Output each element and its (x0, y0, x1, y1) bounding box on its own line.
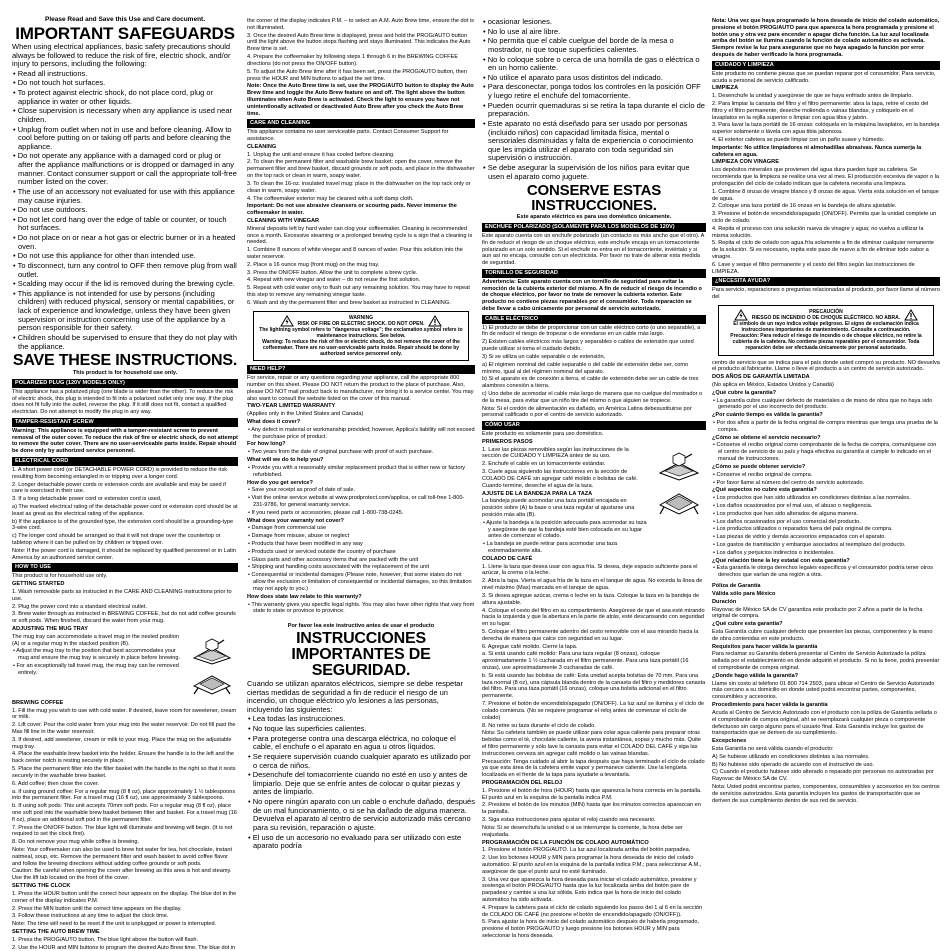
precaucion-text-2: Precaución: Para reducir el riesgo de incendio o de choque eléctrico, no retire la cubierta de la cafetera. No contiene piezas reparables por el consumidor. Toda reparación debe ser efectuada únicamente por personal autorizado. (730, 333, 922, 352)
q4-list (712, 472, 940, 487)
list-item: • This appliance is not intended for use by persons (including children) with reduced physical, sensory or mental capabilities, or lack of experience and knowledge, unless they have been given supervision or instruction concerning use of the appliance by a person responsible for their safety. (13, 288, 235, 333)
ajuste-text: La bandeja puede acomodar una taza portátil encajada en posición sobre (A) la base o una taza regular al ajustarse una posición más alta (B). (482, 498, 635, 518)
mug-tray-figures (186, 634, 238, 700)
list-item: 3. Brew water through as instructed in BREWING COFFEE, but do not add coffee grounds or soft pods. When finished, discard the water from your mug. (12, 611, 236, 625)
list-item: • Save your receipt as proof of date of sale. (248, 487, 356, 494)
adjusting-list (12, 648, 182, 676)
list-item: B) No hubiese sido operado de acuerdo con el instructivo de uso. (712, 761, 875, 768)
list-item: • Desenchufe del tomacorriente cuando no esté en uso y antes de limpiarlo. Deje que se enfríe antes de colocar o quitar piezas y antes de limpiarlo. (248, 770, 468, 797)
cleaning-important: Important: Do not use abrasive cleansers or scouring pads. Never immerse the coffeemaker in water. (247, 203, 457, 217)
list-item: 2. Presione el botón de los minutos (MIN) hasta que los minutos correctos aparezcan en la pantalla. (482, 802, 701, 816)
auto-brew-note: Note: Once the Auto Brew time is set, use the PROG/AUTO button to display the Auto Brew time and toggle the Auto Brew feature on and off. The light above the button illuminates when Auto Brew is activated. Check the light to ensure you have not unintentionally activated or deactivated Auto Brew after you check the Auto Brew time. (247, 83, 474, 117)
list-item: b) If the appliance is of the grounded type, the extension cord should be a grounding-type 3-wire cord. (12, 518, 234, 532)
list-item: • No opere ningún aparato con un cable o enchufe dañado, después de un mal funcionamiento, o si se ha dañado de alguna manera. Devuelva el aparato al centro de servicio autorizado más cercano para su revisión, reparación o ajuste. (248, 797, 475, 832)
tamper-bar: TAMPER-RESISTANT SCREW (12, 418, 238, 427)
polarizado-text: Este aparato cuenta con un enchufe polarizado (un contacto es más ancho que el otro). A fin de reducir el riesgo de un choque eléctrico, este enchufe encaja en un tomacorriente polarizado en un solo sentido. Si el enchufe no entra en el tomacorriente, inviértalo y si aun así no encaja, consulte con un electricista. Por favor no trate de alterar esta medida de seguridad. (482, 232, 705, 267)
list-item: • Los productos que han sido alterados de alguna manera. (713, 510, 859, 517)
vinegar-title: CLEANING WITH VINEGAR (247, 217, 320, 224)
reloj-title: PROGRAMACIÓN DEL RELOJ (482, 780, 563, 786)
final-nota: Nota: Usted podrá encontrar partes, componentes, consumibles y accesorios en los centros de servicios autorizados. Esta garantía incluyen los gastos de transportación que se deriven de sus cumplimiento dentro de sus red de servicio. (712, 784, 940, 804)
spanish-list (247, 715, 475, 850)
vinegar-intro: Mineral deposits left by hard water can clog your coffeemaker. Cleaning is recommended once a month. Excessive steaming or a prolonged brewing cycle is a sign that a cleaning is needed. (247, 225, 473, 246)
list-item: 3. Press the ON/OFF button. Allow the unit to complete a brew cycle. (247, 269, 418, 276)
tornillo-bar: TORNILLO DE SEGURIDAD (482, 269, 706, 278)
list-item: the corner of the display indicates P.M. – to select an A.M. Auto Brew time, ensure the dot is not illuminated. (247, 18, 474, 31)
list-item: • Lea todas las instrucciones. (248, 714, 346, 724)
list-item: 2. Longer detachable power cords or extension cords are available and may be used if care is exercised in their use. (12, 481, 226, 495)
list-item: a) The marked electrical rating of the detachable power cord or extension cord should be at least as great as the electrical rating of the appliance. (12, 503, 238, 517)
how-service: How do you get service? (247, 479, 313, 486)
list-item: 4. Prepare the coffeemaker by following steps 1 through 6 in the BREWING COFFEE directions (do not press the ON/OFF button). (247, 54, 459, 67)
list-item: • El uso de un accesorio no evaluado para ser utilizado con este aparato podría (248, 832, 462, 851)
list-item: • Se requiere supervisión cuando cualquier aparato es utilizado por o cerca de niños. (248, 751, 471, 770)
list-item: • Products used or serviced outside the country of purchase (248, 548, 396, 555)
how-long-list (247, 449, 475, 456)
how-long: For how long? (247, 441, 286, 448)
list-item: 3) Si se utiliza un cable separable o de extensión, (482, 353, 606, 360)
warranty-applies: (Applies only in the United States and Canada) (247, 411, 364, 418)
ajuste-title: AJUSTE DE LA BANDEJA PARA LA TAZA (482, 490, 593, 497)
vinagre-title: LIMPIEZA CON VINAGRE (712, 159, 779, 166)
list-item: 4. Repeat with new vinegar and water – do not reuse the first solution. (247, 277, 421, 284)
como-usar-bar: CÓMO USAR (482, 421, 706, 430)
excepciones: Excepciones (712, 738, 747, 745)
polarizado-bar: ENCHUFE POLARIZADO (SOLAMENTE PARA LOS MODELOS DE 120V) (482, 223, 706, 232)
excepciones-list (712, 754, 940, 783)
list-item: 4. Prepare la cafetera para el ciclo de colado siguiendo los pasos del 1 al 6 en la sección de COLADO DE CAFÉ (no presione el botón de encendido/apagado (ON/OFF)). (482, 904, 703, 918)
list-item: • Scalding may occur if the lid is removed during the brewing cycle. (13, 279, 235, 289)
list-item: 1) El producto se debe de proporcionar con un cable eléctrico corto (o uno separable), a fin de reducir el riesgo de tropezar o de enredarse en un cable más largo. (482, 324, 701, 338)
need-help-bar: NEED HELP? (247, 365, 475, 374)
list-item: • Do not operate any appliance with a damaged cord or plug or after the appliance malfunctions or is dropped or damaged in any manner. Contact consumer support or call the appropriate toll-free number listed on the cover. (13, 151, 237, 187)
list-item: • Any defect in material or workmanship provided; however, Applica's liability will not exceed the purchase price of product. (248, 426, 475, 440)
vinagre-intro: Los depósitos minerales que provienen del agua dura pueden tupir su cafetera. Se recomienda que la limpieza se realice una vez al mes. El producción excesiva de vapor o la prolongación del ciclo de colado indican que la cafetera necesita una limpieza. (712, 167, 939, 187)
list-item: 8. Do not remove your mug while coffee is brewing. (12, 839, 140, 846)
tamper-text: Warning: This appliance is equipped with a tamper-resistant screw to prevent removal of the outer cover. To reduce the risk of fire or electric shock, do not attempt to remove the outer cover. There are no user-serviceable parts inside. Repair should be done only by authorized service personnel. (12, 427, 238, 455)
list-item: 3. Presione el botón de encendido/apagado (ON/OFF). Permita que la unidad complete un ciclo de colado. (712, 211, 937, 224)
list-item: 7. Presione el botón de encendido/apagado (ON/OFF). La luz azul se ilumina y el ciclo de colado comienza. (No se requiere programar el reloj antes de comenzar el ciclo de colado) (482, 701, 705, 721)
cable-list (482, 325, 706, 405)
clock-note: Note: The time will need to be reset if the unit is unplugged or power is interrupted. (12, 921, 217, 928)
list-item: 1. Desenchufe la unidad y asegúrese de que se haya enfriado antes de limpiarlo. (712, 93, 913, 100)
list-item: • Consequential or incidental damages (Please note, however, that some states do not allow the exclusion or limitation of consequential or incidental damages, so this limitation may not apply to you.) (248, 572, 472, 592)
list-item: • Do not use outdoors. (13, 205, 88, 215)
precaucion-text: Precaución: Tenga cuidado al abrir la tapa después que haya terminado el ciclo de colado ya que esta área de la cafetera emite vapor y permanece caliente. Use la lengüeta localizada en el frente de la tapa para ayudarle a levantarla. (482, 758, 705, 779)
list-item: c) The longer cord should be arranged so that it will not drape over the countertop or tabletop where it can be pulled on by children or tripped over. (12, 533, 221, 547)
list-item: • No utilice el aparato para usos distintos del indicado. (483, 72, 663, 82)
list-item: • Por favor llame al número del centro de servicio autorizado. (713, 479, 865, 486)
list-item: 1. A short power cord (or DETACHABLE POWER CORD) is provided to reduce the risk resulting from becoming entangled in or tripping over a longer cord. (12, 466, 228, 480)
household-note: This product is for household use only. (72, 370, 178, 377)
list-item: • Por dos años a partir de la fecha original de compra mientras que tenga una prueba de la compra. (713, 420, 938, 433)
list-item: • Read all instructions. (13, 68, 88, 78)
cable-bar: CABLE ELÉCTRICO (482, 315, 706, 324)
q6: ¿Qué relación tiene la ley estatal con esta garantía? (712, 557, 850, 564)
list-item: 6. Agregue café molido. Cierre la tapa. (482, 643, 578, 650)
cleaning-title: CLEANING (247, 143, 277, 150)
donde-text: Llame sin costo al teléfono 01 800 714 2503, para ubicar el Centro de Servicio Autorizado más cercano a su domicilio en donde usted podrá encontrar partes, componentes, consumibles y accesorios. (712, 680, 935, 701)
list-item: • Two years from the date of original purchase with proof of such purchase. (248, 449, 434, 456)
colado-nota: Nota: Su cafetera también se puede utilizar para colar agua caliente para preparar otras bebidas como el té, chocolate caliente, la avena instantánea, sopas y mucho más. Quite el filtro permanente y sólo lave la canasta para evitar el COLADO DEL CAFÉ y siga las instrucciones cerveza sin agregar café molido o las vainas blandas. (482, 730, 701, 757)
list-item: • Pueden ocurrir quemaduras si se retira la tapa durante el ciclo de preparación. (483, 100, 705, 119)
list-item: 1. Presione el botón PROG/AUTO. La luz azul localizada arriba del botón parpadea. (482, 847, 691, 854)
list-item: 2. Coloque una taza portátil de 16 onzas en la bandeja de altura ajustable. (712, 203, 897, 210)
bandeja-illustration-b (654, 485, 704, 519)
ajuste-list (482, 520, 648, 555)
requisitos-text: Para reclamar su Garantía deberá presentar al Centro de Servicio Autorizado la póliza sellada por el establecimiento en donde adquirió el producto. Si no la tiene, podrá presentar el comprobante de compra original. (712, 651, 940, 672)
list-item: • No toque las superficies calientes. (248, 724, 367, 734)
reloj-nota: Nota: Si se desenchufa la unidad o si se interrumpe la corriente, la hora debe ser reajustada. (482, 824, 683, 838)
list-item: c) Uno debe de acomodar el cable más largo de manera que no cuelgue del mostrador o de la mesa, para evitar que un niño tire del mismo o que alguien se tropiece. (482, 390, 703, 404)
q5-list (712, 495, 940, 557)
colado-list (482, 564, 706, 730)
what-covered: What does it cover? (247, 419, 301, 426)
list-item: • Close supervision is necessary when any appliance is used near children. (13, 106, 232, 124)
list-item: 2. Para limpiar la canasta del filtro y el filtro permanente: abra la tapa, retire el cesto del filtro y el filtro permanente, deseche molienda o vainas blandas, y colóquelo en el lavaplatos en la rejilla superior o límpiar con agua tibia y jabón. (712, 100, 929, 121)
list-item: a. If using ground coffee: For a regular mug (8 fl oz), place approximately 1 ½ tablespoons into the permanent filter. For a travel mug (16 fl oz), use approximately 3 tablespoons. (12, 788, 236, 802)
list-item: 3. Para lavar la taza portátil de 16 onzas: colóquela en la máquina lavaplatos, en la bandeja superior solamente o lávela con agua tibia jabonosa. (712, 122, 940, 136)
spanish-intro: Cuando se utilizan aparatos eléctricos, siempre se debe respetar ciertas medidas de seguridad a fin de reducir el riesgo de un incendio, un choque eléctrico y/o lesiones a las personas, incluyendo las siguientes: (247, 678, 463, 714)
list-item: b) Si el aparato es de conexión a tierra, el cable de extensión debe ser un cable de tres alambres conexión a tierra. (482, 376, 699, 390)
list-item: • No lo use al aire libre. (483, 26, 561, 36)
cubre: ¿Qué cubre esta garantía? (712, 621, 783, 628)
list-item: • This warranty gives you specific legal rights. You may also have other rights that vary from state to state or province to province. (248, 601, 475, 615)
primeros-block (482, 447, 706, 556)
list-item: 3. Cuele agua siguiendo las instrucciones en la sección de COLADO DE CAFÉ sin agregar café molido o bolsitas de café. Cuando termine, deseche el agua de la taza. (482, 469, 638, 489)
reloj-list (482, 788, 706, 824)
getting-started-title: GETTING STARTED (12, 581, 65, 588)
list-item: • Para desconectar, ponga todos los controles en la posición OFF y luego retire el enchufe del tomacorriente. (483, 82, 701, 100)
list-item: 3. Si desea agregue azúcar, crema o leche en la taza. Coloque la taza en la bandeja de altura ajustable. (482, 592, 700, 606)
list-item: • La bandeja se puede retirar para acomodar una taza extremadamente alta. (483, 541, 618, 554)
warning-title: WARNING (348, 314, 374, 321)
list-item: • Se debe asegurar la supervisión de los niños para evitar que usen el aparato como juguete. (483, 163, 690, 181)
list-item: 1. Llene la taza que desea usar con agua fría. Si desea, deje espacio suficiente para el azúcar, la crema o la leche. (482, 563, 698, 577)
column-4 (712, 18, 940, 853)
cleaning-list (247, 152, 475, 203)
ayuda-text: Para servicio, reparaciones o preguntas relacionadas al producto, por favor llame al número del (712, 287, 940, 301)
list-item: 4. El exterior cafetera se puede limpiar con un paño suave y húmedo. (712, 137, 885, 143)
state-law-list (247, 602, 475, 616)
list-item: • Ajuste la bandeja a la posición adecuada para acomodar su taza y asegúrese de que la bandeja esté bien colocada en su lugar antes de comenzar el colado. (483, 519, 647, 540)
list-item: • Los productos utilizados o reparados fuera del país original de compra. (713, 526, 893, 533)
list-item: A) Se hubiese utilizado en condiciones distintas a las normales. (712, 753, 870, 760)
donde: ¿Donde hago válida la garantía? (712, 672, 799, 679)
list-item: • Children should be supervised to ensure that they do not play with the appliance. (13, 332, 238, 351)
list-item: • Para protegerse contra una descarga eléctrica, no coloque el cable, el enchufe o el aparato en agua u otros líquidos. (248, 733, 456, 752)
list-item: • If you need parts or accessories, please call 1-800-738-0245. (248, 509, 404, 516)
clock-list (12, 891, 238, 920)
list-item: • Visit the online service website at www.prodprotect.com/applica, or call toll-free 1-800-231-9786, for general warranty service. (248, 495, 465, 508)
list-item: b. If using soft pods: This unit accepts 70mm soft pods. For a regular mug (8 fl oz), place one soft pod into the washable brew basket between filter and basket. For a travel mug (16 fl oz), place an additional soft pod in the permanent filter. (12, 803, 237, 823)
list-item: • To protect against electric shock, do not place cord, plug or appliance in water or other liquids. (13, 88, 214, 106)
list-item: 5. Para ajustar la hora de inicio del colado automático después de haberla programado, presione el botón PROG/AUTO y luego presione los botones HOUR y MIN para seleccionar la hora deseada. (482, 919, 700, 940)
poliza-title: Póliza de Garantía (712, 583, 761, 590)
list-item: • Esta garantía le otorga derechos legales específicos y el consumidor podría tener otros derechos que varían de una región a otra. (713, 565, 933, 579)
precaucion-text-1: El símbolo de un rayo indica voltaje peligroso. El signo de exclamación indica instrucciones importantes de mantenimiento. Consulte a continuación. (733, 321, 919, 334)
auto-brew-title: SETTING THE AUTO BREW TIME (12, 928, 100, 935)
list-item: 4. Repita el proceso con una solución nueva de vinagre y agua; no vuelva a utilizar la misma solución. (712, 225, 924, 239)
list-item: 1. Lave las piezas removibles según las instrucciones de la sección de CUIDADO Y LIMPIEZA antes de su uso. (482, 446, 629, 460)
q1: ¿Qué cubre la garantía? (712, 389, 777, 396)
list-item: • Do not place on or near a hot gas or electric burner or in a heated oven. (13, 233, 236, 251)
list-item: 1. Fill the mug you wish to use with cold water. If desired, leave room for sweetener, cream or milk. (12, 707, 237, 721)
conserve-sub: Este aparato eléctrico es para uso doméstico únicamente. (516, 214, 672, 221)
list-item: 2. Lift cover. Pour the cold water from your mug into the water reservoir. Do not fill past the Max fill line in the water reservoir. (12, 722, 236, 736)
list-item: 2. Place a 16 ounce mug (front mug) on the mug tray. (247, 261, 380, 268)
list-item: 6. Add coffee; then close the cover. (12, 780, 99, 787)
limpieza-imp: Importante: No utilice limpiadores ni almohadillas abrasivas. Nunca sumerja la cafetera en agua. (712, 144, 922, 158)
primeros-list (482, 447, 648, 490)
q6-list (712, 565, 940, 579)
list-item: • Los productos que han sido utilizados en condiciones distintas a las normales. (713, 495, 911, 502)
warning-box (253, 311, 469, 362)
como-intro: Este producto es solamente para uso doméstico. (482, 431, 604, 437)
warning-subtitle: RISK OF FIRE OR ELECTRIC SHOCK. DO NOT OPEN. (297, 320, 425, 327)
brewing-list (12, 708, 238, 846)
list-item: 2. Use the HOUR and MIN buttons to program the desired Auto Brew time. The blue dot in (12, 944, 236, 951)
list-item: • Damage from misuse, abuse or neglect (248, 533, 350, 540)
getting-started-list (12, 589, 238, 625)
brewing-note: Note: Your coffeemaker can also be used to brew hot water for tea, hot chocolate, instant oatmeal, soup, etc. Remove the permanent filter and wash basket to avoid coffee flavor and follow the brewing directions without adding coffee grounds or soft pods. (12, 847, 233, 867)
duracion: Duración (712, 598, 737, 605)
list-item: 2. To clean the permanent filter and washable brew basket: open the cover, remove the permanent filter and brew basket, discard grounds or soft pods, and place in the dishwasher on the top rack or clean in warm, soapy water. (247, 159, 475, 180)
requisitos: Requisitos para hacer válida la garantía (712, 643, 818, 650)
excepciones-intro: Esta Garantía no será válida cuando el producto: (712, 745, 834, 752)
spanish-title: INSTRUCCIONES IMPORTANTES DE SEGURIDAD. (291, 629, 431, 679)
list-item: • Los gastos de tramitación y embarque asociados al reemplazo del producto. (713, 542, 906, 549)
list-item: • To disconnect, turn any control to OFF then remove plug from wall outlet. (13, 260, 237, 279)
list-item: 8. No retire su taza durante el ciclo de colado. (482, 722, 596, 729)
adjusting-block (12, 634, 238, 700)
caution-text: Caution: Be careful when opening the cover after brewing as this area is hot and steamy. Use the lift tab located on the front of the cover. (12, 868, 232, 882)
auto-brew-continued (247, 18, 475, 82)
exclamation-warning-icon (428, 315, 442, 327)
list-item: a. Si está usando café molido: Para una taza regular (8 onzas), coloque aproximadamente 1 ½ cucharada en el filtro permanente. Para una taza portátil (16 onzas), use aproximadamente 3 cucharadas de café. (482, 651, 689, 671)
cuidado-intro: Este producto no contiene piezas que se puedan reparar por el consumidor. Para servicio, acuda a personal de servicio calificado. (712, 70, 936, 84)
list-item: 2. Enchufe el cable en un tomacorriente estándar. (482, 461, 606, 468)
list-item: • Do not let cord hang over the edge of table or counter, or touch hot surfaces. (13, 214, 227, 233)
exclamation-warning-icon (904, 309, 918, 321)
adjusting-title: ADJUSTING THE MUG TRAY (12, 625, 88, 632)
list-item: 2. Press the MIN button until the correct time appears on the display. (12, 905, 182, 912)
list-item: 6. Lave y seque el filtro permanente y el cesto del filtro según las instrucciones de LIMPIEZA. (712, 261, 915, 275)
safeguards-list (12, 70, 238, 351)
not-cover: What does your warranty not cover? (247, 517, 344, 524)
polarized-bar: POLARIZED PLUG (120V MODELS ONLY) (12, 379, 238, 388)
list-item: 1. Combine 8 ounces of white vinegar and 8 ounces of water. Pour this solution into the water reservoir. (247, 247, 463, 260)
ayuda-bar: ¿NECESITA AYUDA? (712, 277, 940, 286)
poliza-sub: Válida sólo para México (712, 590, 776, 597)
read-save-note: Please Read and Save this Use and Care document. (44, 16, 206, 23)
auto-es-list (482, 847, 706, 940)
list-item: 7. Press the ON/OFF button. The blue light will illuminate and brewing will begin. (It is not required to set the clock first). (12, 824, 233, 838)
list-item: • Este aparato no está diseñado para ser usado por personas (incluido niños) con capacidad limitada física, mental o sensoriales disminuidas y falta de experiencia o conocimiento que les impida utilizar el aparato con toda seguridad sin supervisión o instrucción. (483, 118, 694, 163)
polarized-text: This appliance has a polarized plug (one blade is wider than the other). To reduce the risk of electric shock, this plug is intended to fit into a polarized outlet only one way. If the plug does not fit fully into the outlet, reverse the plug. If it still does not fit, contact a qualified electrician. Do not attempt to modify the plug in any way. (12, 388, 234, 416)
bandeja-illustration-a (654, 449, 704, 483)
list-item: 3. To clean the 16-oz. insulated travel mug: place in the dishwasher on the top rack only or clean in warm, soapy water. (247, 180, 471, 194)
lightning-warning-icon (734, 309, 748, 321)
list-item: • No permita que el cable cuelgue del borde de la mesa o mostrador, ni que toque superficies calientes. (483, 36, 674, 54)
auto-es-title: PROGRAMACIÓN DE LA FUNCIÓN DE COLADO AUTOMÁTICO (482, 839, 649, 846)
list-item: 3. If desired, add sweetener, cream or milk to your mug. Place the mug on the adjustable mug tray. (12, 736, 232, 750)
list-item: 1. Unplug the unit and ensure it has cooled before cleaning. (247, 151, 395, 158)
limpieza-title: LIMPIEZA (712, 85, 739, 92)
list-item: 6. Wash and dry the permanent filter and brew basket as instructed in CLEANING. (247, 299, 451, 306)
list-item: 1. Combine 8 onzas de vinagre blanco y 8 onzas de agua. Vierta esta solución en el tanque de agua. (712, 188, 939, 202)
spanish-list-continued (482, 18, 706, 181)
list-item: 4. Place the washable brew basket into the holder. Ensure the handle is to the left and the back center notch is resting securely in place. (12, 751, 235, 765)
primeros-title: PRIMEROS PASOS (482, 438, 533, 445)
list-item: • For an exceptionally tall travel mug, the mug tray can be removed entirely. (13, 663, 179, 676)
list-item: 3. Follow these instructions at any time to adjust the clock time. (12, 913, 169, 920)
service-list (247, 487, 475, 516)
list-item: 3. Una vez que aparezca la hora deseada para iniciar el colado automático, presione y sostenga el botón PROG/AUTO hasta que la luz localizada arriba del botón pare de parpadear y cambie a una luz sólida. Esto indica que la hora de inicio del colado automático ha sido activada. (482, 876, 697, 903)
state-law: How does state law relate to this warranty? (247, 593, 362, 600)
nota-top: Nota: Una vez que haya programado la hora deseada de inicio del colado automático, presione el botón PROG/AUTO para que aparezca la hora programada y presione el botón una y otra vez para encender o apagar dicha función. La luz azul localizada arriba del botón se ilumina cuando la función de colado automático es activada. Siempre revise la luz para asegurarse que no haya apagado la función por error después de haber verificado la hora programada. (712, 18, 940, 59)
list-item: 4. The coffeemaker exterior may be cleaned with a soft damp cloth. (247, 195, 414, 202)
list-item: 4. Coloque el cesto del filtro en su compartimiento. Asegúrese de que el asa esté mirando hacia la izquierda y que la abertura en la parte de atrás, esté descansando con seguridad en su lugar. (482, 607, 705, 628)
list-item: • Los daños ocasionados por el mal uso, el abuso o negligencia. (713, 502, 873, 509)
q3-list (712, 442, 940, 462)
list-item: • La garantía cubre cualquier defecto de materiales o de mano de obra que no haya sido generado por el uso incorrecto del producto. (713, 397, 933, 411)
lightning-warning-icon (280, 315, 294, 327)
list-item: C) Cuando el producto hubiese sido alterado o reparado por personas no autorizadas por Rayovac de México SA de CV. (712, 769, 934, 783)
list-item: 3. Siga estas instrucciones para ajustar el reloj cuando sea necesario. (482, 817, 656, 824)
how-to-use-bar: HOW TO USE (12, 563, 238, 572)
q3: ¿Cómo se obtiene el servicio necesario? (712, 434, 821, 441)
q4: ¿Cómo se puede obtener servicio? (712, 463, 806, 470)
list-item: • Unplug from outlet when not in use and before cleaning. Allow to cool before putting on or taking off parts and before cleaning the appliance. (13, 124, 232, 151)
list-item: 5. Repita el ciclo de colado con agua fría solamente a fin de eliminar cualquier remanente de la solución. Si es necesario, repita este paso de nuevo a fin de eliminar todo sabor a vinagre. (712, 240, 935, 260)
list-item: • Glass parts and other accessory items that are packed with the unit (248, 556, 419, 563)
how-intro: This product is for household use only. (12, 573, 108, 580)
covered-list (247, 427, 475, 441)
list-item: 2. Abra la tapa. Vierta el agua fría de la taza en el tanque de agua. No exceda la línea de nivel máximo (Max) marcada en el tanque de agua. (482, 578, 703, 592)
column-3 (482, 17, 706, 940)
list-item: • The use of an accessory not evaluated for use with this appliance may cause injuries. (13, 186, 235, 205)
vinagre-list (712, 189, 940, 276)
list-item: a) El régimen nominal del cable separable o del cable de extensión debe ser, como mínimo, igual al del régimen nominal del aparato. (482, 361, 689, 375)
tornillo-text: Advertencia: Este aparato cuenta con un tornillo de seguridad para evitar la remoción de la cubierta exterior del mismo. A fin de reducir el riesgo de incendio o de choque eléctrico, por favor no trate de remover la cubierta exterior. Este producto no contiene piezas reparables por el consumidor. Toda reparación se debe llevar a cabo únicamente por personal de servicio autorizado. (482, 278, 702, 312)
care-intro: This appliance contains no user serviceable parts. Contact Consumer Support for assistance. (247, 129, 449, 142)
list-item: • Los daños y perjuicios indirectos o incidentales. (713, 549, 835, 556)
limpieza-list (712, 93, 940, 144)
garantia-title: DOS AÑOS DE GARANTÍA LIMITADA (712, 374, 810, 381)
procedimiento: Procedimiento para hacer válida la garantía (712, 702, 828, 709)
list-item: 5. Place the permanent filter into the filter basket with the handle to the right so that it rests securely in the washable brew basket. (12, 766, 236, 779)
brewing-title: BREWING COFFEE (12, 699, 64, 706)
list-item: • Las piezas de vidrio y demás accesorios empacados con el aparato. (713, 534, 886, 541)
list-item: • Conserve el recibo original como comprobante de la fecha de compra, comuníquese con el centro de servicio de su país y haga efectiva su garantía si cumple lo indicado en el manual de instrucciones. (713, 442, 937, 463)
ayuda-cont: centro de servicio que se indica para el país donde usted compró su producto. NO devuelva el producto al fabricante. Llame o lleve el producto a un centro de servicio autorizado. (712, 359, 940, 373)
list-item: • Damage from commercial use (248, 525, 327, 532)
warranty-title: TWO-YEAR LIMITED WARRANTY (247, 403, 336, 410)
garantia-sub: (No aplica en México, Estados Unidos y Canadá) (712, 381, 834, 388)
list-item: 1. Presione el botón de hora (HOUR) hasta que aparezca la hora correcta en la pantalla. El punto azul en la esquina de la pantalla indica P.M. (482, 787, 702, 801)
list-item: 1. Press the HOUR button until the correct hour appears on the display. The blue dot in the corner of the display indicates P.M. (12, 890, 237, 904)
list-item: 2) Existen cables eléctricos más largos y separables o cables de extensión que usted puede utilizar si toma el cuidado debido. (482, 339, 694, 353)
mug-tray-illustration-a (188, 636, 236, 666)
cord-list (12, 467, 238, 547)
list-item: 2. Use los botones HOUR y MIN para programar la hora deseada de inicio del colado automático. El punto azul en la esquina de la pantalla indica P.M.; para seleccionar A.M., asegúrese de que el punto azul no esté iluminado. (482, 855, 702, 875)
q2: ¿Por cuánto tiempo es válida la garantía? (712, 412, 823, 419)
list-item: • ocasionar lesiones. (483, 17, 552, 26)
list-item: • No lo coloque sobre o cerca de una hornilla de gas o eléctrica o en un horno caliente. (483, 54, 700, 73)
duracion-text: Rayovac de México SA de CV garantiza este producto por 2 años a partir de la fecha original de compra. (712, 606, 923, 620)
q5: ¿Qué aspectos no cubre esta garantía? (712, 487, 817, 494)
precaucion-title: PRECAUCIÓN (809, 308, 843, 315)
list-item: 5. Repeat with cold water only to flush out any remaining solution. You may have to repeat this step to remove any remaining vinegar taste. (247, 285, 470, 299)
list-item: 5. Coloque el filtro permanente adentro del cesto removible con el asa mirando hacia la derecha de manera que calce con seguridad en su lugar. (482, 628, 699, 642)
bandeja-figures (652, 447, 706, 521)
column-2 (247, 18, 475, 853)
list-item: • Provide you with a reasonably similar replacement product that is either new or factory refurbished. (248, 464, 466, 478)
warning-text-1: The lightning symbol refers to "dangerous voltage"; the exclamation symbol refers to maintenance instructions. See below. (259, 326, 463, 339)
not-cover-list (247, 525, 475, 592)
list-item: 1. Press the PROG/AUTO button. The blue light above the button will flash. (12, 936, 199, 943)
auto-brew-list (12, 937, 238, 951)
need-help-text: For service, repair or any questions regarding your appliance, call the appropriate 800 number on this sheet. Please DO NOT return the product to the place of purchase. Also, please DO NOT mail product back to manufacturer, nor bring it to a service center. You may also want to consult the website listed on the cover of this manual. (247, 375, 474, 402)
list-item: 3. Once the desired Auto Brew time is displayed, press and hold the PROG/AUTO button until the light above the button stops flashing and stays illuminated. This indicates the Auto Brew time is set. (247, 32, 471, 53)
help-list (247, 465, 475, 479)
list-item: 1. Wash removable parts as instructed in the CARE AND CLEANING instructions prior to use. (12, 588, 232, 602)
cord-note: Note: If the power cord is damaged, it should be replaced by qualified personnel or in Latin America by an authorized service center. (12, 547, 236, 561)
care-bar: CARE AND CLEANING (247, 119, 475, 128)
cuidado-bar: CUIDADO Y LIMPIEZA (712, 61, 940, 70)
list-item: • Adjust the mug tray to the position that best accommodates your mug and ensure the mug tray is securely in place before brewing. (13, 648, 180, 662)
safeguards-intro: When using electrical appliances, basic safety precautions should always be followed to reduce the risk of fire, electric shock, and/or injury to persons, including the following: (12, 41, 231, 69)
list-item: 3. If a long detachable power cord or extension cord is used, (12, 496, 162, 503)
cubre-text: Esta Garantía cubre cualquier defecto que presenten las piezas, componentes y la mano de obra contenidas en este producto. (712, 628, 933, 642)
list-item: 5. To adjust the Auto Brew time after it has been set, press the PROG/AUTO button, then press the HOUR and MIN buttons to adjust the set time. (247, 68, 467, 82)
list-item: • Conserve el recibo original de compra. (713, 471, 813, 478)
list-item: • Do not use this appliance for other than intended use. (13, 251, 196, 261)
q1-list (712, 398, 940, 412)
colado-title: COLADO DE CAFÉ (482, 555, 533, 562)
precaucion-box (718, 305, 934, 356)
save-title: SAVE THESE INSTRUCTIONS. (12, 352, 238, 370)
column-1 (12, 16, 238, 951)
precaucion-subtitle: RIESGO DE INCENDIO O DE CHOQUE ELÉCTRICO. NO ABRA. (751, 314, 901, 321)
q2-list (712, 420, 940, 434)
vinegar-list (247, 247, 475, 307)
list-item: 2. Plug the power cord into a standard electrical outlet. (12, 603, 147, 610)
list-item: • Los daños ocasionados por el uso comercial del producto. (713, 518, 861, 525)
warning-text-2: Warning: To reduce the risk of fire or electric shock, do not remove the cover of the coffeemaker. There are no user-serviceable parts inside. Repair should be done by authorized service personnel only. (262, 339, 460, 358)
list-item: • Shipping and handling costs associated with the replacement of the unit (248, 564, 430, 571)
cable-note: Nota: Si el cordón de alimentación es dañado, en América Latina debesustituirse por personal calificado o por el centro de servicio autorizado. (482, 405, 692, 419)
list-item: • Products that have been modified in any way (248, 541, 363, 548)
cord-bar: ELECTRICAL CORD (12, 457, 238, 466)
list-item: b. Si está usando las bolsitas de café: Esta unidad acepta bolsitas de 70 mm. Para una taza normal (8 oz), una cápsula blanda dentro de la canasta del filtro y medidores canasta del filtro. Para una taza portátil (16 onzas), coloque una bolsita adicional en el filtro permanente. (482, 672, 706, 700)
what-help: What will we do to help you? (247, 457, 324, 464)
safeguards-title: IMPORTANT SAFEGUARDS (15, 23, 235, 43)
procedimiento-text: Acuda al Centro de Servicio Autorizado con el producto con la póliza de Garantía sellada o el comprobante de compra original, ahí se reemplazará cualquier pieza o componente defectuoso sin cargo alguno para el usuario final. Esta Garantía incluye los gastos de transportación que se deriven de su cumplimiento. (712, 709, 937, 737)
clock-title: SETTING THE CLOCK (12, 883, 71, 890)
list-item: • Do not touch hot surfaces. (13, 78, 106, 88)
mug-tray-illustration-b (188, 668, 236, 698)
conserve-title: CONSERVE ESTAS INSTRUCCIONES. (526, 182, 662, 215)
spanish-note: Por favor lea este instructivo antes de usar el producto (287, 623, 435, 630)
adjusting-text: The mug tray can accommodate a travel mug in the nested position (A) or a regular mug in the stacked position (B). (12, 633, 179, 647)
